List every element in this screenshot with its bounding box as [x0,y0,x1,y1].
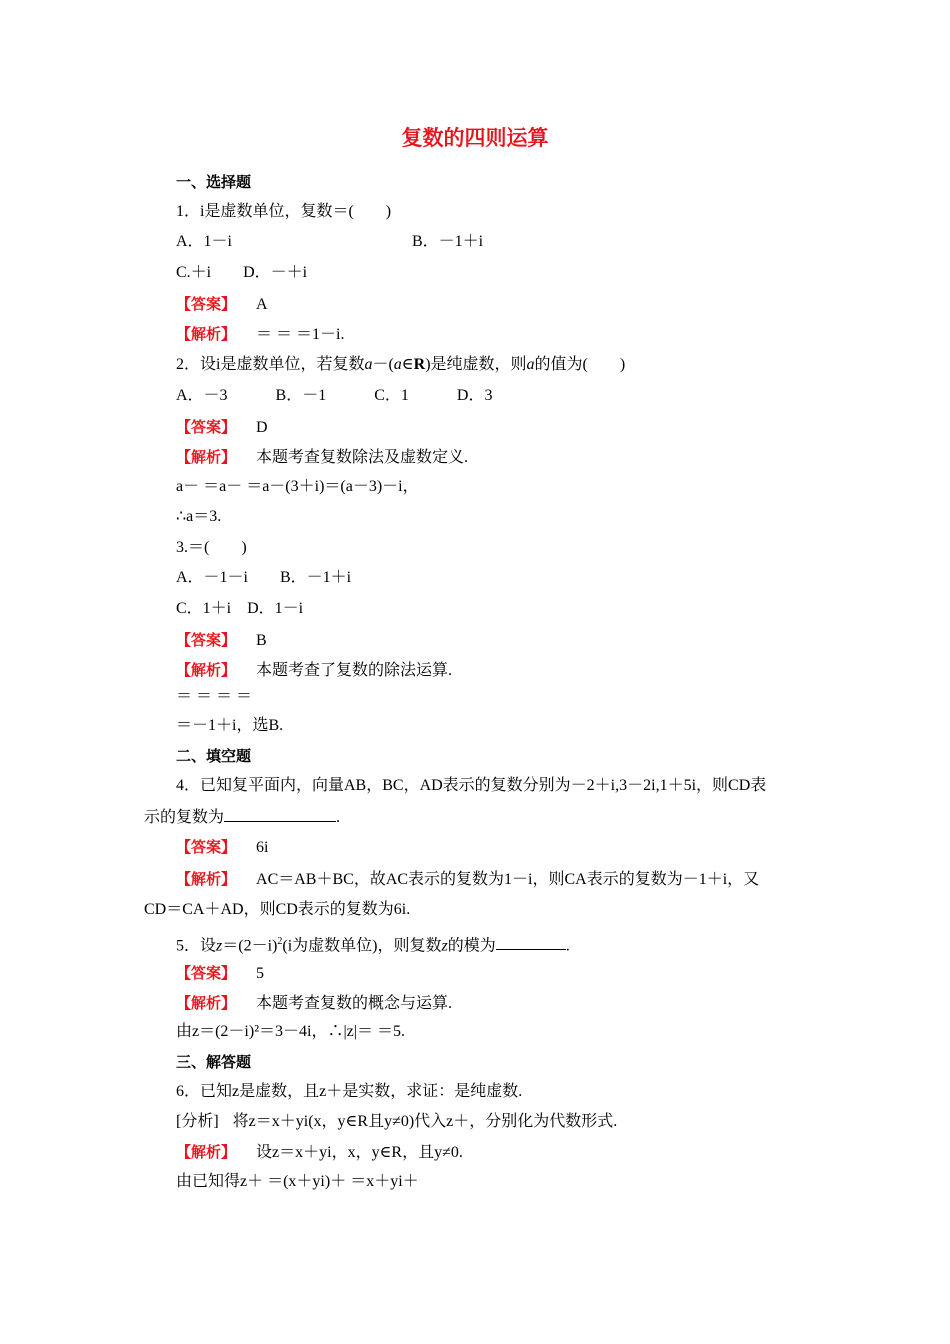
q1-option-b: B．－1＋i [412,233,484,250]
q2-stem-mid: －( [372,356,394,373]
q3-work-line-2: ＝－1＋i，选B. [176,717,284,734]
q5-exponent: 2 [277,936,283,947]
fenxi-label: [分析] [176,1113,219,1130]
q6-fenxi [176,1112,617,1132]
q5-stem-dot: . [565,937,570,955]
set-r: R [413,356,426,373]
answer-label: 【答案】 [176,964,237,982]
q6-work: 由已知得z＋ ＝(x＋yi)＋ ＝x＋yi＋ [176,1173,419,1190]
q4-stem-pre: 示的复数为 [144,809,225,826]
answer-label: 【答案】 [176,418,237,436]
answer-blank [496,934,566,950]
q4-stem-line-2 [144,806,340,828]
q1-answer-value: A [256,296,268,313]
q1-answer [176,294,268,315]
section-heading-choice: 一、选择题 [176,173,252,191]
page-title: 复数的四则运算 [401,126,549,150]
analysis-label: 【解析】 [176,661,237,679]
q1-stem: 1．i是虚数单位，复数＝( ) [176,203,392,220]
q4-stem-post: . [336,809,341,826]
q5-analysis [176,993,452,1014]
analysis-label: 【解析】 [176,1143,237,1161]
q1-option-a: A．1－i [176,233,233,250]
q5-stem [176,932,570,956]
q5-answer [176,963,264,984]
q2-work-line-1: a－ ＝a－ ＝a－(3＋i)＝(a－3)－i， [176,478,419,495]
var-a: a [364,356,373,373]
q5-work: 由z＝(2－i)²＝3－4i，∴|z|＝ ＝5. [176,1023,405,1040]
q2-analysis [176,447,468,468]
q4-analysis-line-2: CD＝CA＋AD，则CD表示的复数为6i. [144,901,411,918]
q6-analysis-text: 设z＝x＋yi，x，y∈R，且y≠0. [256,1144,463,1161]
var-z: z [216,937,223,955]
q5-stem-pre: 5．设 [176,937,217,955]
q5-stem-post: (i为虚数单位)，则复数 [282,937,442,955]
q3-answer-value: B [256,632,267,649]
q1-analysis [176,324,344,345]
analysis-label: 【解析】 [176,325,237,343]
analysis-label: 【解析】 [176,448,237,466]
q3-answer [176,630,267,651]
q2-work-line-2: ∴a＝3. [176,508,222,525]
q6-fenxi-text: 将z＝x＋yi(x，y∈R且y≠0)代入z＋，分别化为代数形式. [232,1113,618,1130]
q3-work-line-1: ＝ ＝ ＝ ＝ [176,688,253,705]
q2-stem [176,355,625,375]
q2-stem-in: ∈ [401,356,414,373]
q1-analysis-text: ＝ ＝ ＝1－i. [256,326,345,343]
answer-label: 【答案】 [176,838,237,856]
q2-answer-value: D [256,419,268,436]
q6-analysis [176,1142,463,1163]
var-a: a [526,356,535,373]
var-a: a [393,356,402,373]
q3-analysis [176,660,452,681]
analysis-label: 【解析】 [176,870,237,888]
q4-answer [176,837,268,858]
q2-analysis-text: 本题考查复数除法及虚数定义. [256,449,469,466]
q5-analysis-text: 本题考查复数的概念与运算. [256,995,453,1012]
answer-blank [224,806,336,822]
q4-analysis [176,869,759,890]
section-heading-fill: 二、填空题 [176,747,252,765]
q5-stem-mid: ＝(2－i) [222,937,278,955]
answer-label: 【答案】 [176,631,237,649]
q4-analysis-text-1: AC＝AB＋BC，故AC表示的复数为1－i，则CA表示的复数为－1＋i，又 [256,871,760,888]
q2-stem-end: 的值为( ) [534,356,626,373]
q3-analysis-text: 本题考查了复数的除法运算. [256,662,453,679]
q3-options-cd: C．1＋i D．1－i [176,600,304,617]
q2-stem-post: )是纯虚数，则 [425,356,527,373]
answer-label: 【答案】 [176,295,237,313]
q3-options-ab: A．－1－i B．－1＋i [176,569,352,586]
q2-answer [176,417,268,438]
q4-answer-value: 6i [256,839,269,856]
q4-stem-line-1: 4．已知复平面内，向量AB，BC，AD表示的复数分别为－2＋i,3－2i,1＋5i，则CD表 [176,777,767,794]
q1-options-cd: C.＋i D．－＋i [176,264,308,281]
section-heading-solve: 三、解答题 [176,1053,252,1071]
q3-stem: 3.＝( ) [176,539,247,556]
q5-stem-end: 的模为 [447,937,496,955]
var-z: z [441,937,448,955]
q2-stem-pre: 2．设i是虚数单位，若复数 [176,356,365,373]
analysis-label: 【解析】 [176,994,237,1012]
q2-options: A．－3 B．－1 C．1 D．3 [176,387,493,404]
q6-stem: 6．已知z是虚数，且z＋是实数，求证：是纯虚数. [176,1083,523,1100]
q5-answer-value: 5 [256,965,265,982]
